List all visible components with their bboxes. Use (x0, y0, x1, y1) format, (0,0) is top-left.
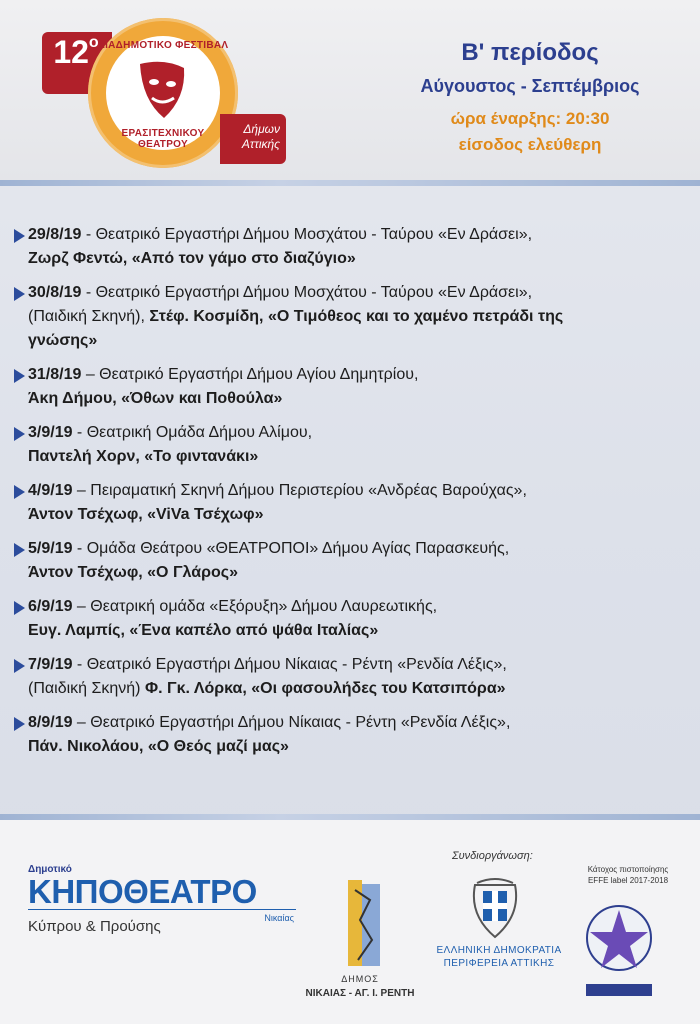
header (0, 0, 700, 180)
program-play: Παντελή Χορν, «Το φιντανάκι» (28, 448, 259, 465)
region-label: ΕΛΛΗΝΙΚΗ ΔΗΜΟΚΡΑΤΙΑ ΠΕΡΙΦΕΡΕΙΑ ΑΤΤΙΚΗΣ (436, 945, 562, 969)
program-date: 4/9/19 (28, 482, 73, 499)
dimon-text: Δήμων Αττικής (241, 122, 280, 151)
festival-badge (88, 18, 238, 168)
dimon-box (220, 114, 286, 164)
bullet-arrow-icon (14, 485, 25, 499)
bullet-arrow-icon (14, 369, 25, 383)
program-item (14, 223, 694, 271)
program-play: Ευγ. Λαμπίς, «Ένα καπέλο από ψάθα Ιταλίας» (28, 622, 379, 639)
program-play: Ζωρζ Φεντώ, «Από τον γάμο στο διαζύγιο» (28, 250, 356, 267)
kipotheatro-logo (28, 864, 298, 935)
bullet-arrow-icon (14, 601, 25, 615)
program-item (14, 281, 694, 353)
program-group: - Ομάδα Θεάτρου «ΘΕΑΤΡΟΠΟΙ» Δήμου Αγίας Παρασκευής, (72, 540, 510, 557)
program-item (14, 363, 694, 411)
program-play: Άντον Τσέχωφ, «Ο Γλάρος» (28, 564, 238, 581)
program-group: - Θεατρικό Εργαστήρι Δήμου Μοσχάτου - Ταύρου «Εν Δράσει», (81, 226, 533, 243)
program-group: – Πειραματική Σκηνή Δήμου Περιστερίου «Ανδρέας Βαρούχας», (72, 482, 527, 499)
program-play: Άκη Δήμου, «Όθων και Ποθούλα» (28, 390, 283, 407)
program-date: 30/8/19 (28, 284, 82, 301)
badge-top-text: ΔΙΑΔΗΜΟΤΙΚΟ ΦΕΣΤΙΒΑΛ (97, 40, 229, 51)
bullet-arrow-icon (14, 287, 25, 301)
theatre-mask-icon (134, 58, 194, 122)
kipo-title: ΚΗΠΟΘΕΑΤΡΟ (28, 875, 296, 910)
program-play: Στέφ. Κοσμίδη, «Ο Τιμόθεος και το χαμένο πετράδι της (149, 308, 564, 325)
municipality-emblem-icon (300, 870, 420, 970)
program-item (14, 537, 694, 585)
badge-bottom-text: ΕΡΑΣΙΤΕΧΝΙΚΟΥ ΘΕΑΤΡΟΥ (121, 128, 205, 150)
kipo-place: Νικαίας (264, 913, 294, 923)
dimos-name: ΝΙΚΑΙΑΣ - ΑΓ. Ι. ΡΕΝΤΗ (305, 988, 415, 999)
program-group: – Θεατρική ομάδα «Εξόρυξη» Δήμου Λαυρεωτικής, (72, 598, 438, 615)
coorganizer-label: Συνδιοργάνωση: (452, 850, 533, 862)
kipo-address: Κύπρου & Προύσης (28, 918, 161, 935)
program-group: – Θεατρικό Εργαστήρι Δήμου Αγίου Δημητρίου, (81, 366, 419, 383)
program-item (14, 653, 694, 701)
program-date: 8/9/19 (28, 714, 73, 731)
program-play: Φ. Γκ. Λόρκα, «Οι φασουλήδες του Κατσιπόρα» (144, 680, 506, 697)
dimos-label: ΔΗΜΟΣ (341, 974, 379, 984)
bullet-arrow-icon (14, 427, 25, 441)
program-item (14, 479, 694, 527)
program-date: 3/9/19 (28, 424, 73, 441)
effe-certification: Κάτοχος πιστοποίησης EFFE label 2017-2018 (587, 865, 669, 885)
effe-label-icon (580, 898, 658, 1008)
entry-info: είσοδος ελεύθερη (458, 135, 602, 154)
period-title: Β' περίοδος (461, 39, 599, 66)
greek-crest-icon (465, 875, 525, 941)
start-time: ώρα έναρξης: 20:30 (450, 109, 610, 128)
program-date: 29/8/19 (28, 226, 82, 243)
program-play: Πάν. Νικολάου, «Ο Θεός μαζί μας» (28, 738, 289, 755)
bullet-arrow-icon (14, 229, 25, 243)
kipo-small: Δημοτικό (28, 864, 72, 875)
program-note: (Παιδική Σκηνή), (28, 308, 150, 325)
program-date: 31/8/19 (28, 366, 82, 383)
program-group: - Θεατρικό Εργαστήρι Δήμου Νίκαιας - Ρέντη «Ρενδία Λέξις», (72, 656, 507, 673)
period-info (380, 38, 680, 158)
period-months: Αύγουστος - Σεπτέμβριος (420, 76, 640, 96)
dimos-logo (300, 870, 420, 1010)
program-list (14, 223, 694, 769)
program-item (14, 421, 694, 469)
footer (0, 820, 700, 1024)
program-group: - Θεατρικό Εργαστήρι Δήμου Μοσχάτου - Ταύρου «Εν Δράσει», (81, 284, 533, 301)
program-group: - Θεατρική Ομάδα Δήμου Αλίμου, (72, 424, 313, 441)
program-note: (Παιδική Σκηνή) (28, 680, 145, 697)
program-play: Άντον Τσέχωφ, «ViVa Τσέχωφ» (28, 506, 264, 523)
program-item (14, 595, 694, 643)
bullet-arrow-icon (14, 717, 25, 731)
bullet-arrow-icon (14, 659, 25, 673)
bullet-arrow-icon (14, 543, 25, 557)
program-date: 7/9/19 (28, 656, 73, 673)
program-play-cont: γνώσης» (28, 332, 98, 349)
header-divider (0, 180, 700, 186)
program-date: 5/9/19 (28, 540, 73, 557)
festival-logo (38, 18, 288, 168)
program-item (14, 711, 694, 759)
edition-number: $12^o$ (53, 34, 99, 70)
program-group: – Θεατρικό Εργαστήρι Δήμου Νίκαιας - Ρέντη «Ρενδία Λέξις», (72, 714, 511, 731)
program-date: 6/9/19 (28, 598, 73, 615)
